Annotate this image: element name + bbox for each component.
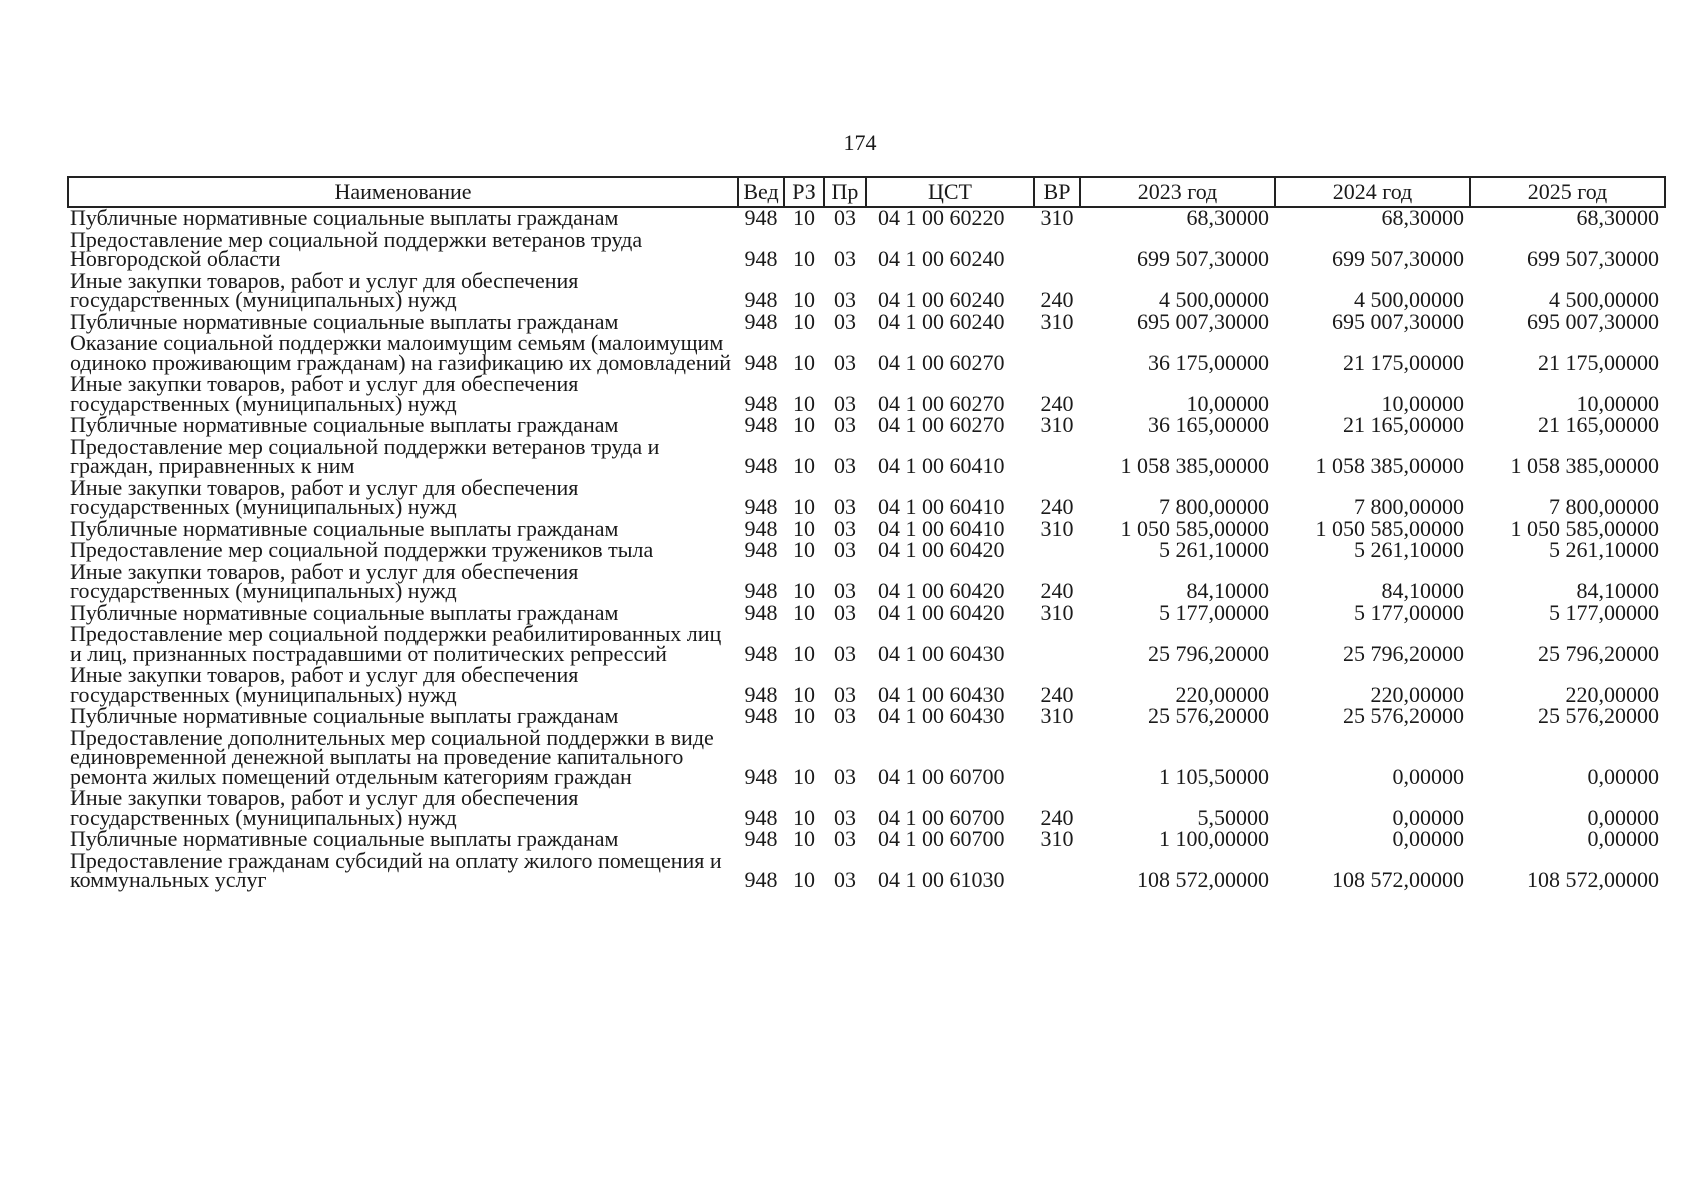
row-cst: 04 1 00 60240: [878, 287, 1005, 312]
header-cell: РЗ: [784, 177, 824, 207]
row-ved: 948: [744, 703, 778, 728]
row-value-2024: 695 007,30000: [1332, 308, 1464, 334]
row-ved: 948: [744, 453, 778, 478]
row-cst: 04 1 00 60420: [878, 578, 1005, 603]
row-cst: 04 1 00 60700: [878, 826, 1005, 851]
row-pr: 03: [834, 494, 856, 519]
table-row: [68, 562, 1665, 603]
row-ved: 948: [744, 494, 778, 519]
row-value-2023: 5 177,00000: [1159, 599, 1269, 625]
table-row: [68, 728, 1665, 789]
row-value-2025: 1 050 585,00000: [1510, 515, 1659, 541]
row-name: Публичные нормативные социальные выплаты гражданам: [70, 599, 619, 625]
row-rz: 10: [793, 703, 815, 728]
row-pr: 03: [834, 703, 856, 728]
page-number: 174: [843, 130, 877, 155]
row-pr: 03: [834, 453, 856, 478]
row-name: Иные закупки товаров, работ и услуг для обеспечения государственных (муниципальных) нужд: [70, 558, 579, 603]
row-cst: 04 1 00 60430: [878, 681, 1005, 707]
row-value-2023: 84,10000: [1186, 578, 1269, 603]
row-value-2023: 25 576,20000: [1148, 703, 1269, 728]
row-vr: [1034, 230, 1080, 271]
row-value-2023: 1 050 585,00000: [1120, 515, 1269, 541]
row-name: Публичные нормативные социальные выплаты гражданам: [70, 826, 619, 851]
row-value-2025: 220,00000: [1565, 681, 1659, 707]
row-cst: 04 1 00 60430: [878, 703, 1005, 728]
row-pr: 03: [834, 826, 856, 851]
header-cell: 2024 год: [1275, 177, 1470, 207]
row-value-2025: 25 796,20000: [1538, 640, 1659, 666]
row-rz: 10: [793, 494, 815, 519]
row-ved: 948: [744, 205, 778, 230]
row-value-2023: 4 500,00000: [1159, 287, 1269, 312]
header-cell: Наименование: [68, 177, 738, 207]
row-value-2025: 25 576,20000: [1538, 703, 1659, 728]
row-name: Публичные нормативные социальные выплаты гражданам: [70, 308, 619, 334]
row-name: Оказание социальной поддержки малоимущим семьям (малоимущим одиноко проживающим гражданам) на газификацию их домовладений: [70, 330, 732, 375]
row-value-2024: 21 165,00000: [1343, 412, 1464, 437]
row-value-2023: 68,30000: [1186, 205, 1269, 230]
row-value-2024: 7 800,00000: [1354, 494, 1464, 519]
row-vr: 240: [1040, 681, 1074, 707]
row-pr: 03: [834, 681, 856, 707]
row-value-2023: 36 175,00000: [1148, 349, 1269, 375]
row-rz: 10: [793, 763, 815, 789]
row-value-2025: 21 175,00000: [1538, 349, 1659, 375]
row-rz: 10: [793, 287, 815, 312]
row-ved: 948: [744, 681, 778, 707]
row-value-2024: 1 050 585,00000: [1315, 515, 1464, 541]
row-value-2023: 5,50000: [1197, 804, 1269, 830]
row-rz: 10: [793, 826, 815, 851]
row-name: Публичные нормативные социальные выплаты гражданам: [70, 412, 619, 437]
header-cell: 2025 год: [1470, 177, 1665, 207]
row-cst: 04 1 00 60410: [878, 453, 1005, 478]
table-row: [68, 333, 1665, 374]
row-rz: 10: [793, 453, 815, 478]
row-ved: 948: [744, 308, 778, 334]
table-row: [68, 788, 1665, 829]
header-cell: Вед: [738, 177, 784, 207]
row-name: Предоставление гражданам субсидий на оплату жилого помещения и коммунальных услуг: [70, 847, 722, 892]
row-value-2024: 108 572,00000: [1332, 867, 1464, 892]
row-ved: 948: [744, 390, 778, 416]
row-value-2023: 36 165,00000: [1148, 412, 1269, 437]
row-vr: [1034, 851, 1080, 892]
row-name: Публичные нормативные социальные выплаты гражданам: [70, 703, 619, 728]
row-value-2024: 4 500,00000: [1354, 287, 1464, 312]
row-value-2023: 1 105,50000: [1159, 763, 1269, 789]
row-cst: 04 1 00 60430: [878, 640, 1005, 666]
row-value-2023: 25 796,20000: [1148, 640, 1269, 666]
row-rz: 10: [793, 640, 815, 666]
row-vr: 310: [1040, 412, 1074, 437]
row-pr: 03: [834, 246, 856, 271]
row-pr: 03: [834, 205, 856, 230]
row-ved: 948: [744, 412, 778, 437]
row-name: Предоставление мер социальной поддержки тружеников тыла: [70, 537, 654, 562]
row-vr: 310: [1040, 599, 1074, 625]
row-ved: 948: [744, 640, 778, 666]
row-name: Предоставление мер социальной поддержки реабилитированных лиц и лиц, признанных пострадавшими от политических репрессий: [70, 621, 722, 666]
row-ved: 948: [744, 349, 778, 375]
row-vr: 240: [1040, 494, 1074, 519]
row-pr: 03: [834, 763, 856, 789]
row-ved: 948: [744, 537, 778, 562]
row-value-2024: 25 576,20000: [1343, 703, 1464, 728]
header-cell: Пр: [824, 177, 866, 207]
row-pr: 03: [834, 599, 856, 625]
row-value-2024: 25 796,20000: [1343, 640, 1464, 666]
row-value-2025: 4 500,00000: [1549, 287, 1659, 312]
row-value-2024: 699 507,30000: [1332, 246, 1464, 271]
row-rz: 10: [793, 804, 815, 830]
row-name: Публичные нормативные социальные выплаты гражданам: [70, 515, 619, 541]
row-value-2023: 699 507,30000: [1137, 246, 1269, 271]
row-pr: 03: [834, 287, 856, 312]
row-value-2025: 5 261,10000: [1549, 537, 1659, 562]
row-rz: 10: [793, 412, 815, 437]
row-ved: 948: [744, 515, 778, 541]
row-value-2024: 84,10000: [1381, 578, 1464, 603]
row-cst: 04 1 00 60700: [878, 763, 1005, 789]
row-vr: 310: [1040, 703, 1074, 728]
row-value-2024: 21 175,00000: [1343, 349, 1464, 375]
row-rz: 10: [793, 349, 815, 375]
row-vr: [1034, 437, 1080, 478]
row-vr: [1034, 333, 1080, 374]
row-vr: 240: [1040, 578, 1074, 603]
row-value-2025: 10,00000: [1576, 390, 1659, 416]
row-pr: 03: [834, 640, 856, 666]
row-value-2023: 1 058 385,00000: [1120, 453, 1269, 478]
row-name: Иные закупки товаров, работ и услуг для обеспечения государственных (муниципальных) нужд: [70, 474, 579, 519]
row-name: Иные закупки товаров, работ и услуг для обеспечения государственных (муниципальных) нужд: [70, 267, 579, 312]
row-vr: 310: [1040, 826, 1074, 851]
header-cell: ЦСТ: [866, 177, 1034, 207]
row-cst: 04 1 00 61030: [878, 867, 1005, 892]
row-cst: 04 1 00 60240: [878, 308, 1005, 334]
table-row: [68, 665, 1665, 706]
row-pr: 03: [834, 515, 856, 541]
row-ved: 948: [744, 804, 778, 830]
row-vr: [1034, 624, 1080, 665]
row-value-2025: 0,00000: [1587, 763, 1659, 789]
row-value-2024: 68,30000: [1381, 205, 1464, 230]
row-rz: 10: [793, 515, 815, 541]
row-name: Иные закупки товаров, работ и услуг для обеспечения государственных (муниципальных) нужд: [70, 662, 579, 707]
row-value-2024: 0,00000: [1392, 763, 1464, 789]
row-cst: 04 1 00 60410: [878, 494, 1005, 519]
row-value-2024: 1 058 385,00000: [1315, 453, 1464, 478]
row-name: Иные закупки товаров, работ и услуг для обеспечения государственных (муниципальных) нужд: [70, 371, 579, 416]
row-vr: 310: [1040, 308, 1074, 334]
table-row: [68, 374, 1665, 415]
row-cst: 04 1 00 60240: [878, 246, 1005, 271]
row-value-2025: 7 800,00000: [1549, 494, 1659, 519]
table-row: [68, 437, 1665, 478]
row-vr: 240: [1040, 287, 1074, 312]
row-pr: 03: [834, 537, 856, 562]
row-cst: 04 1 00 60270: [878, 390, 1005, 416]
row-pr: 03: [834, 390, 856, 416]
row-value-2023: 108 572,00000: [1137, 867, 1269, 892]
budget-table: [67, 176, 1666, 892]
row-value-2024: 10,00000: [1381, 390, 1464, 416]
row-ved: 948: [744, 246, 778, 271]
row-rz: 10: [793, 390, 815, 416]
row-value-2025: 699 507,30000: [1527, 246, 1659, 271]
row-vr: [1034, 540, 1080, 562]
row-pr: 03: [834, 867, 856, 892]
row-rz: 10: [793, 308, 815, 334]
row-value-2023: 5 261,10000: [1159, 537, 1269, 562]
row-value-2025: 0,00000: [1587, 826, 1659, 851]
row-ved: 948: [744, 287, 778, 312]
table-row: [68, 478, 1665, 519]
row-vr: [1034, 728, 1080, 789]
row-value-2025: 5 177,00000: [1549, 599, 1659, 625]
row-value-2023: 1 100,00000: [1159, 826, 1269, 851]
row-value-2023: 7 800,00000: [1159, 494, 1269, 519]
row-cst: 04 1 00 60220: [878, 205, 1005, 230]
row-vr: 310: [1040, 205, 1074, 230]
row-rz: 10: [793, 246, 815, 271]
row-ved: 948: [744, 867, 778, 892]
row-ved: 948: [744, 826, 778, 851]
row-pr: 03: [834, 578, 856, 603]
row-value-2024: 5 177,00000: [1354, 599, 1464, 625]
row-cst: 04 1 00 60420: [878, 537, 1005, 562]
row-value-2025: 108 572,00000: [1527, 867, 1659, 892]
table-row: [68, 624, 1665, 665]
row-cst: 04 1 00 60270: [878, 349, 1005, 375]
row-pr: 03: [834, 308, 856, 334]
row-cst: 04 1 00 60410: [878, 515, 1005, 541]
row-cst: 04 1 00 60270: [878, 412, 1005, 437]
row-value-2024: 5 261,10000: [1354, 537, 1464, 562]
header-row: [68, 177, 1665, 207]
row-pr: 03: [834, 412, 856, 437]
row-pr: 03: [834, 804, 856, 830]
row-value-2025: 1 058 385,00000: [1510, 453, 1659, 478]
row-rz: 10: [793, 537, 815, 562]
row-value-2024: 220,00000: [1370, 681, 1464, 707]
row-rz: 10: [793, 599, 815, 625]
row-vr: 310: [1040, 515, 1074, 541]
row-value-2024: 0,00000: [1392, 804, 1464, 830]
row-value-2024: 0,00000: [1392, 826, 1464, 851]
row-value-2023: 10,00000: [1186, 390, 1269, 416]
row-ved: 948: [744, 578, 778, 603]
row-value-2023: 220,00000: [1175, 681, 1269, 707]
row-cst: 04 1 00 60420: [878, 599, 1005, 625]
table-row: [68, 271, 1665, 312]
row-ved: 948: [744, 599, 778, 625]
row-rz: 10: [793, 205, 815, 230]
table-row: [68, 230, 1665, 271]
row-value-2025: 68,30000: [1576, 205, 1659, 230]
row-rz: 10: [793, 681, 815, 707]
row-vr: 240: [1040, 390, 1074, 416]
row-name: Предоставление мер социальной поддержки ветеранов труда и граждан, приравненных к ним: [70, 433, 660, 478]
row-pr: 03: [834, 349, 856, 375]
row-value-2025: 84,10000: [1576, 578, 1659, 603]
header-cell: ВР: [1034, 177, 1080, 207]
row-ved: 948: [744, 763, 778, 789]
row-value-2025: 21 165,00000: [1538, 412, 1659, 437]
row-cst: 04 1 00 60700: [878, 804, 1005, 830]
row-value-2025: 695 007,30000: [1527, 308, 1659, 334]
row-name: Предоставление дополнительных мер социальной поддержки в виде единовременной денежной выплаты на проведение капитального ремонта жилых помещений отдельным категориям граждан: [70, 724, 714, 789]
row-name: Предоставление мер социальной поддержки ветеранов труда Новгородской области: [70, 226, 643, 271]
row-value-2025: 0,00000: [1587, 804, 1659, 830]
table-row: [68, 851, 1665, 892]
row-vr: 240: [1040, 804, 1074, 830]
header-cell: 2023 год: [1080, 177, 1275, 207]
row-rz: 10: [793, 867, 815, 892]
row-name: Иные закупки товаров, работ и услуг для обеспечения государственных (муниципальных) нужд: [70, 785, 579, 830]
row-value-2023: 695 007,30000: [1137, 308, 1269, 334]
row-rz: 10: [793, 578, 815, 603]
row-name: Публичные нормативные социальные выплаты гражданам: [70, 205, 619, 230]
